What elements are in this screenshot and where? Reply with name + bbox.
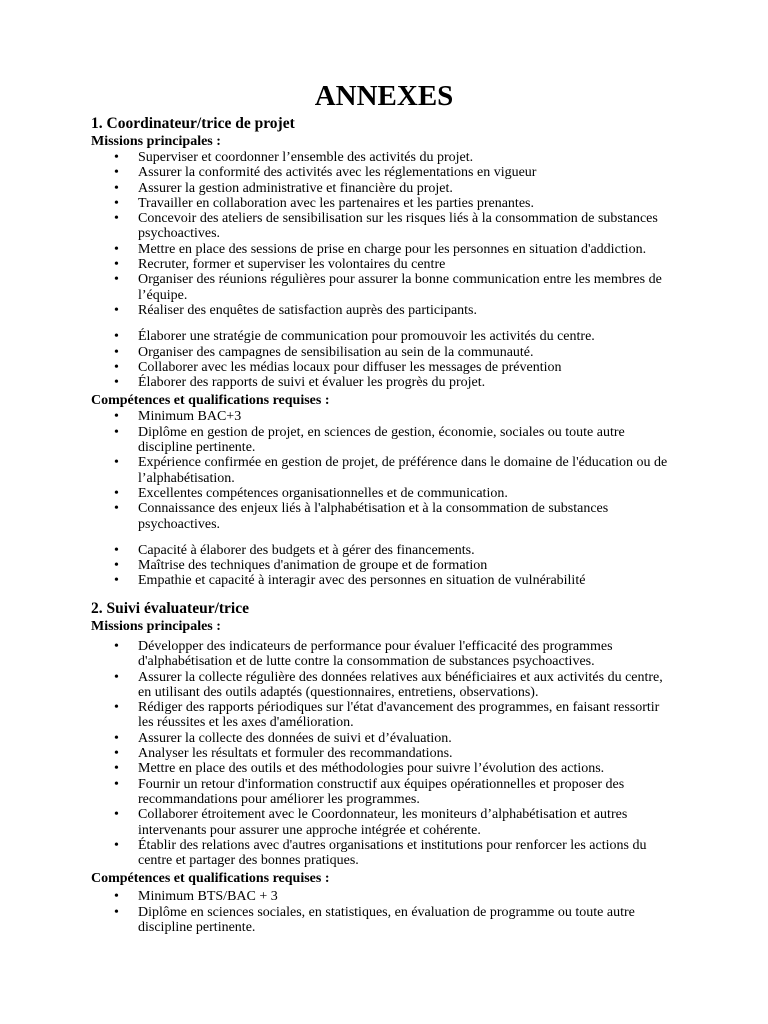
list-item-text: Maîtrise des techniques d'animation de groupe et de formation (138, 558, 488, 574)
list-item-text: Superviser et coordonner l’ensemble des activités du projet. (138, 150, 474, 165)
bullet-icon: • (114, 573, 119, 589)
section-heading: 2. Suivi évaluateur/trice (91, 600, 249, 617)
bullet-icon: • (114, 485, 119, 501)
list-item (91, 700, 678, 731)
bullet-icon: • (114, 375, 119, 391)
bullet-icon: • (114, 807, 119, 823)
list-item (91, 272, 678, 303)
list-item (91, 242, 678, 257)
list-item (91, 905, 678, 936)
list-item-text: Élaborer des rapports de suivi et évaluer les progrès du projet. (138, 375, 486, 391)
bullet-icon: • (114, 558, 119, 574)
list-item (91, 181, 678, 196)
list-item-text: Minimum BTS/BAC + 3 (138, 889, 278, 905)
list-item (91, 746, 678, 761)
bullet-icon: • (114, 639, 119, 654)
list-item-text: Connaissance des enjeux liés à l'alphabétisation et à la consommation de substances psychoactives. (138, 501, 609, 532)
list-item-text: Recruter, former et superviser les volontaires du centre (138, 257, 446, 273)
bullet-icon: • (114, 409, 119, 425)
bullet-icon: • (114, 542, 119, 558)
bullet-icon: • (114, 904, 119, 920)
list-item-text: Réaliser des enquêtes de satisfaction auprès des participants. (138, 302, 477, 318)
list-item (91, 777, 678, 808)
list-item (91, 360, 678, 375)
bullet-icon: • (114, 329, 119, 345)
bullet-icon: • (114, 889, 119, 905)
list-item (91, 486, 678, 501)
list-item (91, 329, 678, 344)
list-item (91, 211, 678, 242)
list-item-text: Rédiger des rapports périodiques sur l'état d'avancement des programmes, en faisant ressortir les réussites et les axes d'amélioration. (138, 700, 660, 731)
list-item-text: Fournir un retour d'information constructif aux équipes opérationnelles et proposer des recommandations pour améliorer les programmes. (138, 776, 625, 807)
bullet-icon: • (114, 257, 119, 273)
list-item (91, 257, 678, 272)
bullet-icon: • (114, 180, 119, 196)
list-item-text: Collaborer étroitement avec le Coordonnateur, les moniteurs d’alphabétisation et autres intervenants pour assurer une approche intégrée et cohérente. (138, 807, 628, 838)
list-item-text: Capacité à élaborer des budgets et à gérer des financements. (138, 542, 475, 558)
list-item-text: Assurer la collecte régulière des données relatives aux bénéficiaires et aux activités du centre, en utilisant des outils adaptés (questionnaires, entretiens, observations). (138, 669, 663, 700)
list-item (91, 761, 678, 776)
page-title: ANNEXES (314, 80, 454, 112)
section-heading: 1. Coordinateur/trice de projet (91, 115, 295, 132)
list-item-text: Analyser les résultats et formuler des recommandations. (138, 746, 453, 762)
list-item-text: Mettre en place des sessions de prise en charge pour les personnes en situation d'addiction. (138, 241, 647, 257)
list-item-text: Diplôme en gestion de projet, en sciences de gestion, économie, sociales ou toute autre discipline pertinente. (138, 424, 625, 456)
list-item-text: Concevoir des ateliers de sensibilisation sur les risques liés à la consommation de substances psychoactives. (138, 211, 658, 242)
list-item-text: Organiser des campagnes de sensibilisation au sein de la communauté. (138, 344, 534, 360)
bullet-icon: • (114, 837, 119, 853)
bullet-icon: • (114, 501, 119, 517)
bullet-icon: • (114, 746, 119, 762)
bullet-icon: • (114, 761, 119, 777)
list-item-text: Minimum BAC+3 (138, 409, 242, 425)
bullet-icon: • (114, 424, 119, 440)
bullet-icon: • (114, 195, 119, 211)
list-item-text: Élaborer une stratégie de communication pour promouvoir les activités du centre. (138, 329, 595, 345)
bullet-icon: • (114, 359, 119, 375)
list-item (91, 838, 678, 869)
missions-label: Missions principales : (91, 619, 221, 634)
list-item-text: Expérience confirmée en gestion de projet, de préférence dans le domaine de l'éducation ou de l’alphabétisation. (138, 455, 668, 486)
list-item-text: Mettre en place des outils et des méthodologies pour suivre l’évolution des actions. (138, 761, 605, 777)
bullet-icon: • (114, 150, 119, 165)
list-item (91, 639, 678, 670)
list-item-text: Assurer la collecte des données de suivi et d’évaluation. (138, 730, 452, 746)
skills-list (91, 889, 711, 935)
bullet-icon: • (114, 272, 119, 288)
list-item (91, 543, 678, 558)
bullet-icon: • (114, 302, 119, 318)
bullet-icon: • (114, 241, 119, 257)
list-item-text: Établir des relations avec d'autres organisations et institutions pour renforcer les actions du centre et partager des bonnes pratiques. (138, 837, 647, 869)
missions-list (91, 639, 711, 868)
list-item (91, 501, 678, 532)
list-item (91, 889, 678, 904)
list-item-text: Développer des indicateurs de performance pour évaluer l'efficacité des programmes d'alphabétisation et de lutte contre la consommation de substances psychoactives. (138, 639, 613, 670)
bullet-icon: • (114, 165, 119, 181)
section-suivi-evaluateur (91, 599, 711, 935)
skills-list-b (91, 543, 711, 589)
skills-label: Compétences et qualifications requises : (91, 871, 330, 887)
missions-list-a (91, 150, 711, 318)
list-item (91, 573, 678, 588)
list-item (91, 345, 678, 360)
list-item (91, 558, 678, 573)
list-item (91, 670, 678, 701)
list-item-text: Travailler en collaboration avec les partenaires et les parties prenantes. (138, 195, 534, 211)
list-item (91, 807, 678, 838)
list-item-text: Diplôme en sciences sociales, en statistiques, en évaluation de programme ou toute autre discipline pertinente. (138, 904, 635, 936)
list-item (91, 455, 678, 486)
bullet-icon: • (114, 730, 119, 746)
list-item (91, 196, 678, 211)
missions-list-b (91, 329, 711, 390)
list-item (91, 731, 678, 746)
list-item-text: Organiser des réunions régulières pour assurer la bonne communication entre les membres de l’équipe. (138, 272, 662, 303)
list-item-text: Excellentes compétences organisationnelles et de communication. (138, 485, 508, 501)
bullet-icon: • (114, 776, 119, 792)
bullet-icon: • (114, 455, 119, 471)
list-item-text: Assurer la conformité des activités avec les réglementations en vigueur (138, 165, 537, 181)
list-item (91, 150, 678, 165)
list-item (91, 409, 678, 424)
bullet-icon: • (114, 669, 119, 685)
missions-label: Missions principales : (91, 134, 221, 149)
list-item-text: Empathie et capacité à interagir avec des personnes en situation de vulnérabilité (138, 573, 586, 589)
skills-label: Compétences et qualifications requises : (91, 393, 330, 409)
bullet-icon: • (114, 211, 119, 227)
section-coordinateur (91, 114, 711, 589)
list-item-text: Collaborer avec les médias locaux pour diffuser les messages de prévention (138, 359, 562, 375)
list-item (91, 303, 678, 318)
skills-list-a (91, 409, 711, 531)
bullet-icon: • (114, 344, 119, 360)
list-item-text: Assurer la gestion administrative et financière du projet. (138, 180, 453, 196)
list-item (91, 165, 678, 180)
list-item (91, 425, 678, 456)
bullet-icon: • (114, 700, 119, 716)
list-item (91, 375, 678, 390)
